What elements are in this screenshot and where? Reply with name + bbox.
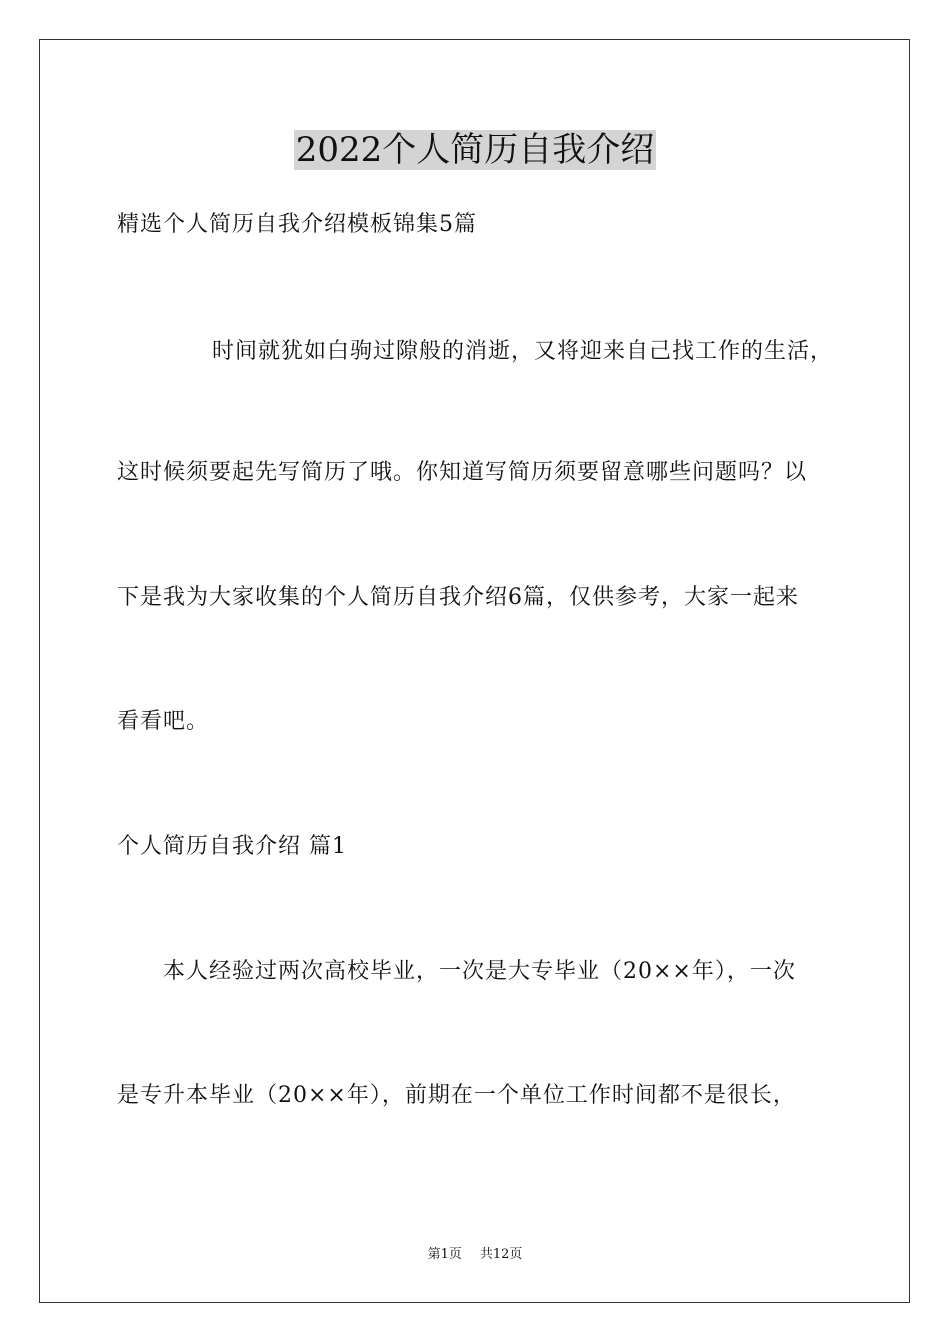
section-line-1: 本人经验过两次高校毕业，一次是大专毕业（20××年），一次 [163, 959, 796, 984]
subtitle: 精选个人简历自我介绍模板锦集5篇 [117, 212, 477, 237]
paragraph-line-2: 这时候须要起先写简历了哦。你知道写简历须要留意哪些问题吗？以 [117, 460, 808, 485]
section-line-2: 是专升本毕业（20××年），前期在一个单位工作时间都不是很长， [117, 1083, 796, 1108]
title-text: 2022个人简历自我介绍 [295, 130, 655, 170]
section-heading: 个人简历自我介绍 篇1 [117, 834, 347, 859]
page-number: 第1页 [427, 1247, 462, 1262]
total-pages: 共12页 [479, 1247, 523, 1262]
paragraph-line-1: 时间就犹如白驹过隙般的消逝，又将迎来自己找工作的生活， [212, 339, 834, 364]
page-footer [0, 1246, 950, 1264]
paragraph-line-3: 下是我为大家收集的个人简历自我介绍6篇，仅供参考，大家一起来 [117, 585, 799, 610]
document-title [0, 128, 950, 172]
paragraph-line-4: 看看吧。 [117, 709, 210, 734]
